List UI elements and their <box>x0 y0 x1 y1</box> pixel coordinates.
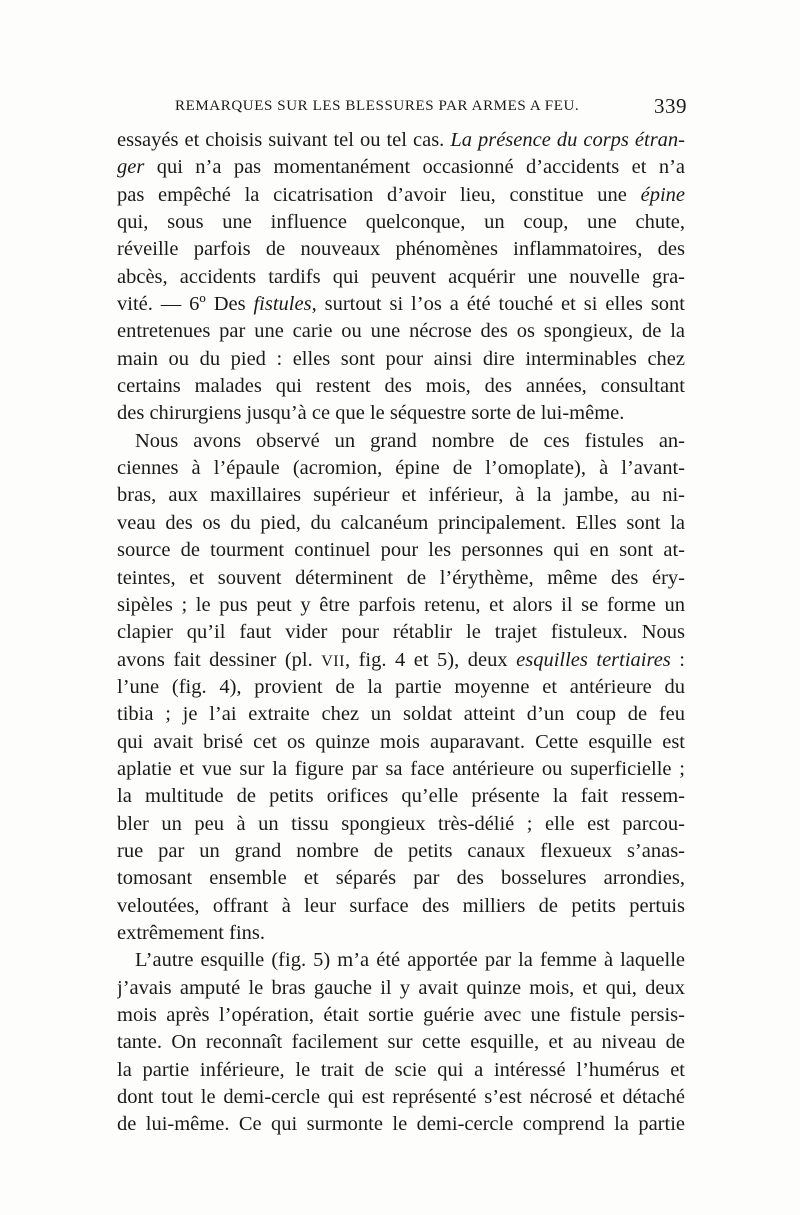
text-run: rue par un grand nombre de petits canaux flexueux s’anas- <box>117 839 685 862</box>
text-run: abcès, accidents tardifs qui peuvent acquérir une nouvelle gra- <box>117 265 685 288</box>
text-run: tante. On reconnaît facilement sur cette esquille, et au niveau de <box>117 1031 685 1054</box>
text-line <box>117 510 685 537</box>
text-line <box>117 428 685 455</box>
text-run: veloutées, offrant à leur surface des milliers de petits pertuis <box>117 894 685 917</box>
text-line <box>117 482 685 509</box>
text-run: aplatie et vue sur la figure par sa face antérieure ou superficielle ; <box>117 757 685 780</box>
running-head <box>117 96 687 120</box>
text-run: source de tourment continuel pour les personnes qui en sont at- <box>117 539 685 562</box>
text-line <box>117 729 685 756</box>
text-line <box>117 1057 685 1084</box>
text-line <box>117 920 685 947</box>
text-run: la multitude de petits orifices qu’elle présente la fait ressem- <box>117 785 685 808</box>
text-run: mois après l’opération, était sortie guérie avec une fistule persis- <box>117 1004 685 1026</box>
text-run: bras, aux maxillaires supérieur et inférieur, à la jambe, au ni- <box>117 484 685 507</box>
text-line <box>117 291 685 318</box>
text-line <box>117 318 685 345</box>
italic-run: esquilles tertiaires <box>516 648 671 671</box>
text-line <box>117 947 685 974</box>
text-line <box>117 783 685 810</box>
text-run: , surtout si l’os a été touché et si elles sont <box>311 293 685 316</box>
text-run: qui avait brisé cet os quinze mois auparavant. Cette esquille est <box>117 730 685 753</box>
text-line <box>117 1084 685 1111</box>
text-run: main ou du pied : elles sont pour ainsi dire interminables chez <box>117 347 685 370</box>
text-run: ciennes à l’épaule (acromion, épine de l’omoplate), à l’avant- <box>117 457 685 480</box>
text-run: pas empêché la cicatrisation d’avoir lieu, constitue une <box>117 183 641 206</box>
text-run: Nous avons observé un grand nombre de ces fistules an- <box>135 429 685 452</box>
text-run: extrêmement fins. <box>117 921 266 944</box>
text-run: tibia ; je l’ai extraite chez un soldat atteint d’un coup de feu <box>117 703 685 726</box>
italic-run: ger <box>117 156 145 179</box>
text-run: vité. — 6º Des <box>117 293 254 316</box>
text-line <box>117 154 685 181</box>
text-run: sipèles ; le pus peut y être parfois retenu, et alors il se forme un <box>117 593 685 616</box>
text-line <box>117 893 685 920</box>
body-text <box>117 127 685 1139</box>
text-line <box>117 674 685 701</box>
text-line <box>117 236 685 263</box>
text-run: : <box>670 648 685 671</box>
text-run: qui, sous une influence quelconque, un coup, une chute, <box>117 211 685 234</box>
text-line <box>117 537 685 564</box>
text-run: veau des os du pied, du calcanéum principalement. Elles sont la <box>117 511 685 534</box>
text-line <box>117 838 685 865</box>
text-run: essayés et choisis suivant tel ou tel cas. <box>117 129 451 151</box>
text-line <box>117 592 685 619</box>
text-run: de lui-même. Ce qui surmonte le demi-cercle comprend la partie <box>117 1113 685 1136</box>
text-line <box>117 1111 685 1138</box>
text-line <box>117 811 685 838</box>
text-line <box>117 1029 685 1056</box>
text-run: entretenues par une carie ou une nécrose des os spongieux, de la <box>117 320 685 343</box>
italic-run: épine <box>640 183 685 206</box>
text-line <box>117 975 685 1002</box>
text-run: la partie inférieure, le trait de scie qui a intéressé l’humérus et <box>117 1058 685 1081</box>
text-line <box>117 182 685 209</box>
text-run: avons fait dessiner (pl. <box>117 648 322 671</box>
text-run: , fig. 4 et 5), deux <box>344 648 517 671</box>
running-title: REMARQUES SUR LES BLESSURES PAR ARMES A FEU. <box>175 98 580 114</box>
text-run: teintes, et souvent déterminent de l’érythème, même des éry- <box>117 566 685 589</box>
text-run: L’autre esquille (fig. 5) m’a été apportée par la femme à laquelle <box>135 949 685 972</box>
page-number: 339 <box>654 94 687 118</box>
text-line <box>117 647 685 674</box>
text-line <box>117 373 685 400</box>
text-run: des chirurgiens jusqu’à ce que le séquestre sorte de lui-même. <box>117 402 625 425</box>
text-line <box>117 865 685 892</box>
text-run: j’avais amputé le bras gauche il y avait quinze mois, et qui, deux <box>117 976 685 999</box>
text-line <box>117 619 685 646</box>
text-line <box>117 756 685 783</box>
text-run: réveille parfois de nouveaux phénomènes inflammatoires, des <box>117 238 685 261</box>
text-line <box>117 1002 685 1029</box>
text-run: certains malades qui restent des mois, des années, consultant <box>117 375 685 398</box>
italic-run: La présence du corps étran- <box>450 129 685 151</box>
text-line <box>117 455 685 482</box>
text-line <box>117 400 685 427</box>
text-run: qui n’a pas momentanément occasionné d’accidents et n’a <box>144 156 685 179</box>
text-run: tomosant ensemble et séparés par des bosselures arrondies, <box>117 867 685 890</box>
text-line <box>117 264 685 291</box>
text-run: bler un peu à un tissu spongieux très-délié ; elle est parcou- <box>117 812 685 835</box>
text-line <box>117 346 685 373</box>
text-line <box>117 209 685 236</box>
text-run: l’une (fig. 4), provient de la partie moyenne et antérieure du <box>117 675 685 698</box>
italic-run: fistules <box>253 293 312 316</box>
text-line <box>117 127 685 154</box>
text-run: clapier qu’il faut vider pour rétablir le trajet fistuleux. Nous <box>117 621 685 644</box>
text-run: VII <box>321 652 345 670</box>
text-run: dont tout le demi-cercle qui est représenté s’est nécrosé et détaché <box>117 1086 685 1109</box>
text-line <box>117 565 685 592</box>
text-line <box>117 701 685 728</box>
